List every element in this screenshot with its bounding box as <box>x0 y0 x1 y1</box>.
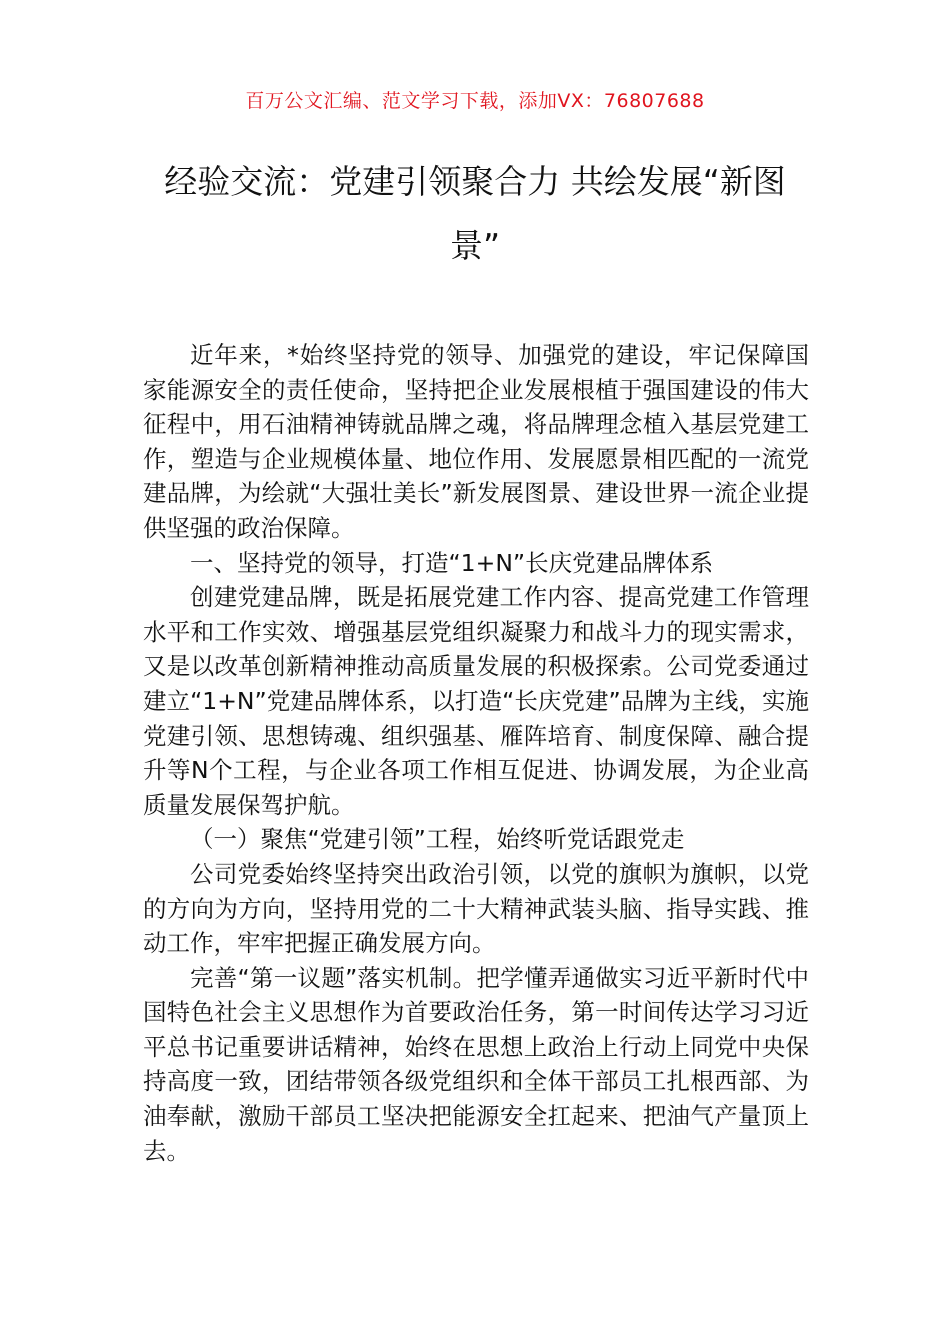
subsection-heading-1: （一）聚焦“党建引领”工程，始终听党话跟党走 <box>190 825 685 854</box>
paragraph-intro: 近年来，*始终坚持党的领导、加强党的建设，牢记保障国家能源安全的责任使命，坚持把企业发展根植于强国建设的伟大征程中，用石油精神铸就品牌之魂，将品牌理念植入基层党建工作，塑造与企业规模体量、地位作用、发展愿景相匹配的一流党建品牌，为绘就“大强壮美长”新发展图景、建设世界一流企业提供坚强的政治保障。 <box>143 341 809 542</box>
document-body <box>143 338 809 1168</box>
paragraph-subsection-1: 公司党委始终坚持突出政治引领，以党的旗帜为旗帜，以党的方向为方向，坚持用党的二十大精神武装头脑、指导实践、推动工作，牢牢把握正确发展方向。 <box>143 859 809 958</box>
section-heading-1: 一、坚持党的领导，打造“1+N”长庆党建品牌体系 <box>190 548 714 577</box>
paragraph-first-topic: 完善“第一议题”落实机制。把学懂弄通做实习近平新时代中国特色社会主义思想作为首要政治任务，第一时间传达学习习近平总书记重要讲话精神，始终在思想上政治上行动上同党中央保持高度一致，团结带领各级党组织和全体干部员工扎根西部、为油奉献，激励干部员工坚决把能源安全扛起来、把油气产量顶上去。 <box>143 963 809 1165</box>
paragraph-section-1: 创建党建品牌，既是拓展党建工作内容、提高党建工作管理水平和工作实效、增强基层党组织凝聚力和战斗力的现实需求，又是以改革创新精神推动高质量发展的积极探索。公司党委通过建立“1+N”党建品牌体系，以打造“长庆党建”品牌为主线，实施党建引领、思想铸魂、组织强基、雁阵培育、制度保障、融合提升等N个工程，与企业各项工作相互促进、协调发展，为企业高质量发展保驾护航。 <box>143 583 809 819</box>
document-title: 经验交流：党建引领聚合力 共绘发展“新图景” <box>164 162 786 265</box>
header-watermark-note: 百万公文汇编、范文学习下载，添加VX：76807688 <box>245 90 705 112</box>
